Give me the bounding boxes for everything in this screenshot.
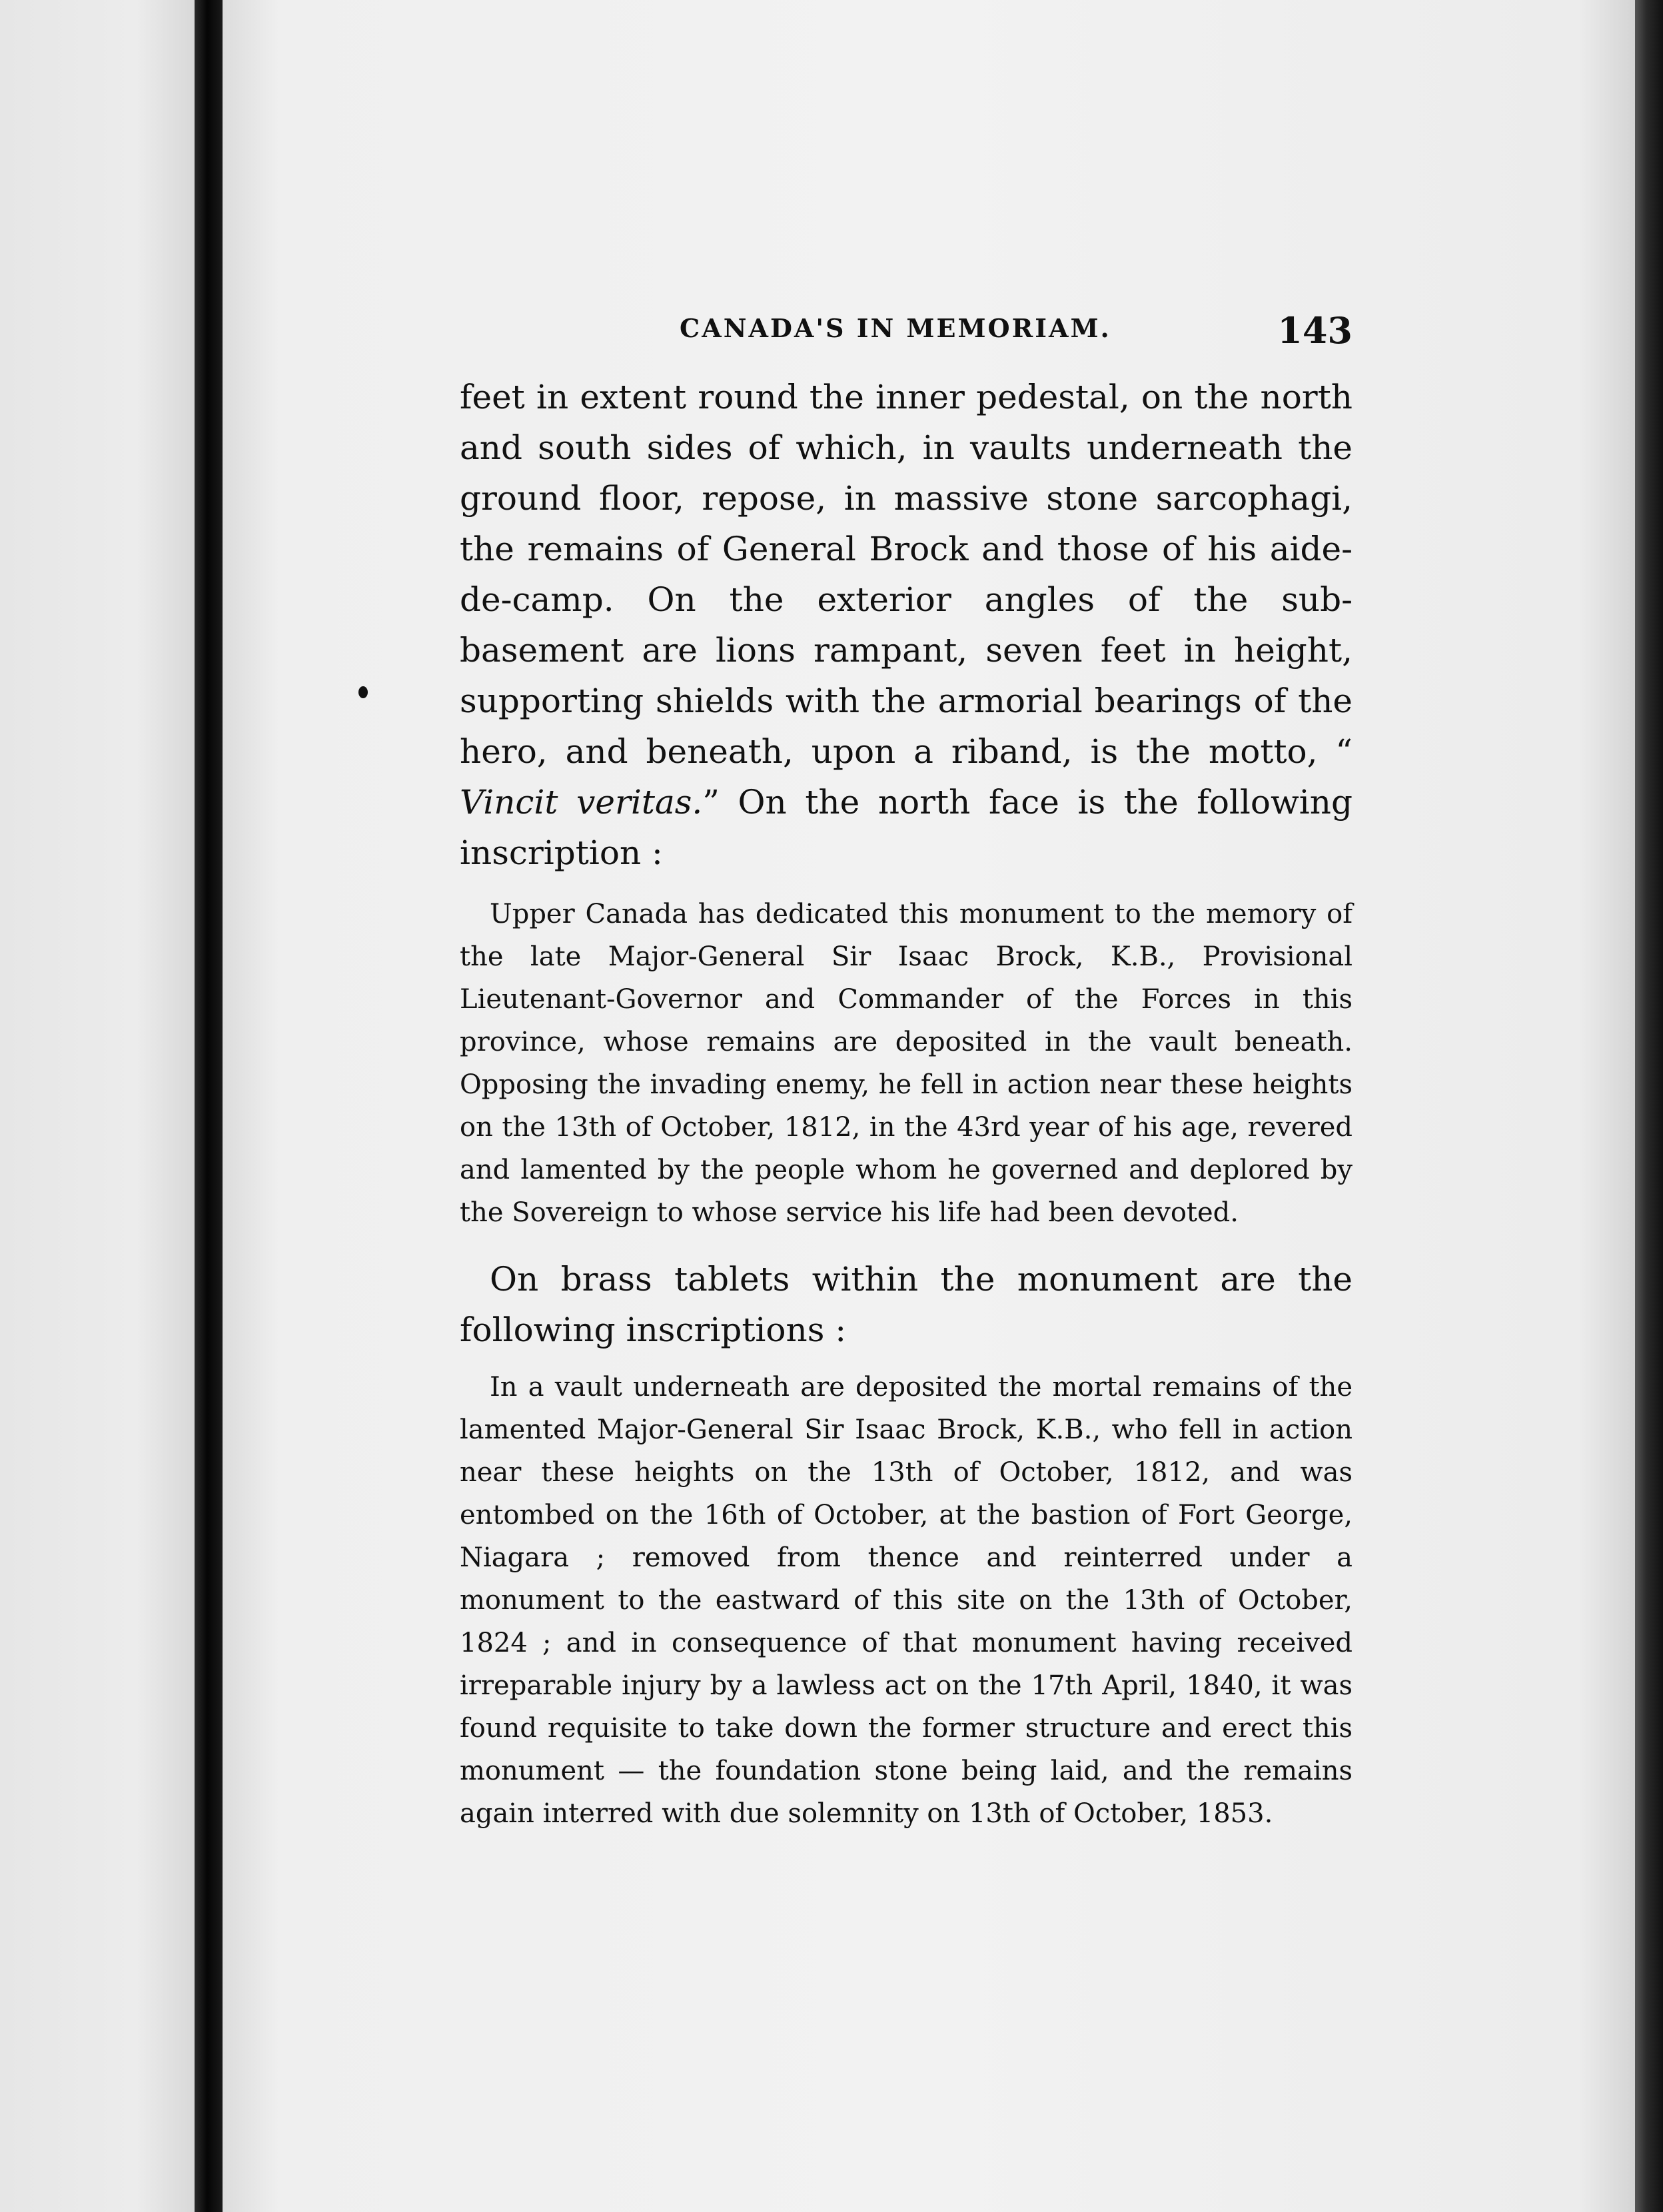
- running-head-title: CANADA'S IN MEMORIAM.: [680, 313, 1111, 343]
- paragraph-text-after-motto: ” On the north face is the following inscription :: [460, 783, 1353, 872]
- paragraph-monument-description: [460, 372, 1353, 878]
- brass-tablet-inscription: In a vault underneath are deposited the mortal remains of the lamented Major-General Sir Isaac Brock, K.B., who fell in action near these heights on the 13th of October, 1812, and was entombed on the 16th of October, at the bastion of Fort George, Niagara ; removed from thence and reinterred under a monument to the eastward of this site on the 13th of October, 1824 ; and in consequence of that monument having received irreparable injury by a lawless act on the 17th April, 1840, it was found requisite to take down the former structure and erect this monument — the foundation stone being laid, and the remains again interred with due solemnity on 13th of October, 1853.: [460, 1372, 1353, 1829]
- motto-text: Vincit veritas.: [460, 783, 703, 822]
- page-number: 143: [1277, 309, 1353, 352]
- paragraph-text-before-motto: feet in extent round the inner pedestal, on the north and south sides of which, in vaults underneath the ground floor, repose, in massive stone sarcophagi, the remains of General Brock and those of his aide-de-camp. On the exterior angles of the sub-basement are lions rampant, seven feet in height, supporting shields with the armorial bearings of the hero, and beneath, upon a riband, is the motto, “: [460, 378, 1353, 771]
- book-gutter: [195, 0, 223, 2212]
- page-edge-shadow: [1635, 0, 1663, 2212]
- north-face-inscription: Upper Canada has dedicated this monument to the memory of the late Major-General Sir Isaac Brock, K.B., Provisional Lieutenant-Governor and Commander of the Forces in this province, whose remains are deposited in the vault beneath. Opposing the invading enemy, he fell in action near these heights on the 13th of October, 1812, in the 43rd year of his age, revered and lamented by the people whom he governed and deplored by the Sovereign to whose service his life had been devoted.: [460, 899, 1353, 1228]
- running-head: [460, 309, 1353, 366]
- page-content: [460, 309, 1353, 1835]
- paragraph-brass-tablets: On brass tablets within the monument are the following inscriptions :: [460, 1260, 1353, 1349]
- left-page-margin: [0, 0, 195, 2212]
- ink-speck: [358, 686, 368, 698]
